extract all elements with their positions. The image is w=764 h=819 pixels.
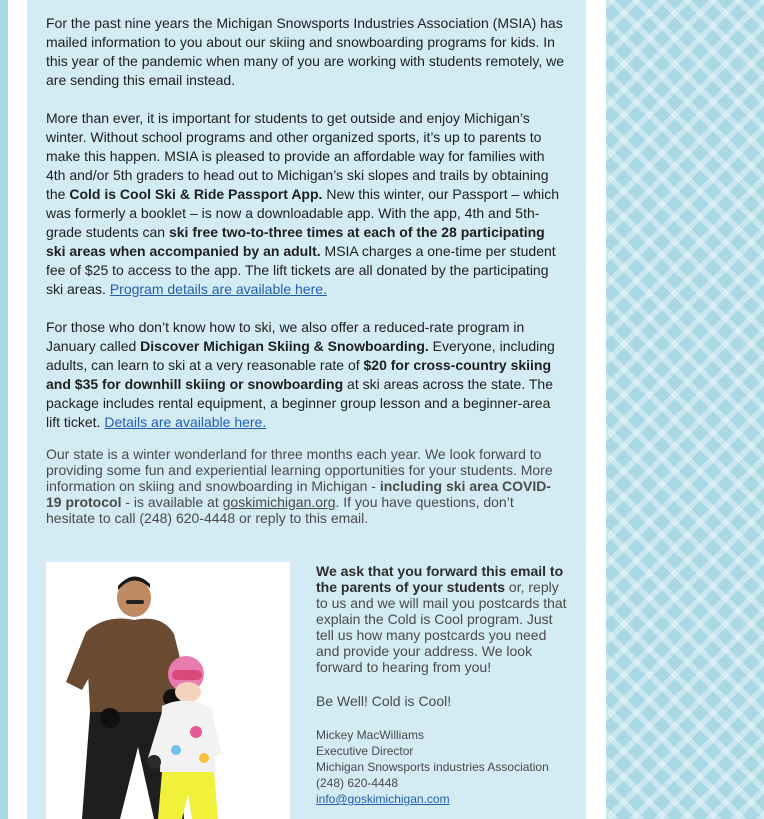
signature-phone: (248) 620-4448 (316, 776, 399, 790)
signature-title: Executive Director (316, 744, 414, 758)
wonderland-paragraph (46, 446, 566, 526)
passport-paragraph (46, 109, 566, 299)
signature-name: Mickey MacWilliams (316, 728, 424, 742)
passport-text-2: New this winter, our Passport – which was formerly a booklet – is now a downloadable app. With the app, 4th and 5th-grade students can (46, 186, 559, 240)
wonderland-text-3: . If you have questions, don’t hesitate to call (248) 620-4448 or reply to this email. (46, 494, 514, 526)
signature-organization: Michigan Snowsports industries Association (316, 760, 549, 774)
skiers-illustration (46, 562, 290, 819)
forward-request-highlight: We ask that you forward this email to the parents of your students (316, 563, 564, 595)
passport-text-3: MSIA charges a one-time per student fee of $25 to access to the app. The lift tickets are all donated by the participating ski areas. (46, 243, 556, 297)
passport-text-1: More than ever, it is important for students to get outside and enjoy Michigan’s winter. Without school programs and other organized sports, it’s up to parents to make this happen. MSIA is pleased to provide an affordable way for families with 4th and/or 5th graders to head out to Michigan’s ski slopes and trails by obtaining the (46, 110, 549, 202)
wonderland-text-1: Our state is a winter wonderland for three months each year. We look forward to providing some fun and experiential learning opportunities for your students. More information on skiing and snowboarding in Michigan - (46, 446, 553, 494)
signature-block (316, 727, 570, 807)
discover-program-name: Discover Michigan Skiing & Snowboarding. (140, 338, 429, 354)
wonderland-text-2: - is available at (121, 494, 223, 510)
discover-text-3: at ski areas across the state. The package includes rental equipment, a beginner group lesson and a beginner-area lift ticket. (46, 376, 553, 430)
background-left-strip (0, 0, 8, 819)
program-details-link[interactable]: Program details are available here. (109, 281, 327, 297)
discover-paragraph (46, 318, 566, 432)
passport-app-name: Cold is Cool Ski & Ride Passport App. (69, 186, 323, 202)
signature-email-link[interactable]: info@goskimichigan.com (316, 792, 450, 806)
discover-text-2: Everyone, including adults, can learn to ski at a very reasonable rate of (46, 338, 555, 373)
goskimichigan-link[interactable]: goskimichigan.org (222, 494, 336, 510)
discover-prices: $20 for cross-country skiing and $35 for downhill skiing or snowboarding (46, 357, 552, 392)
discover-details-link[interactable]: Details are available here. (104, 414, 267, 430)
closing-line: Be Well! Cold is Cool! (316, 693, 452, 709)
covid-protocol-highlight: including ski area COVID-19 protocol (46, 478, 552, 510)
ski-free-highlight: ski free two-to-three times at each of the 28 participating ski areas when accompanied by an adult. (46, 224, 545, 259)
intro-paragraph (46, 14, 566, 90)
forward-request-text: or, reply to us and we will mail you postcards that explain the Cold is Cool program. Just tell us how many postcards you need and provide your address. We look forward to hearing from you! (316, 579, 567, 675)
discover-text-1: For those who don’t know how to ski, we also offer a reduced-rate program in January called (46, 319, 525, 354)
forward-request-block (316, 563, 570, 807)
intro-text: For the past nine years the Michigan Snowsports Industries Association (MSIA) has mailed information to you about our skiing and snowboarding programs for kids. In this year of the pandemic when many of you are working with students remotely, we are sending this email instead. (46, 15, 564, 88)
parent-child-skiing-photo (46, 562, 290, 819)
